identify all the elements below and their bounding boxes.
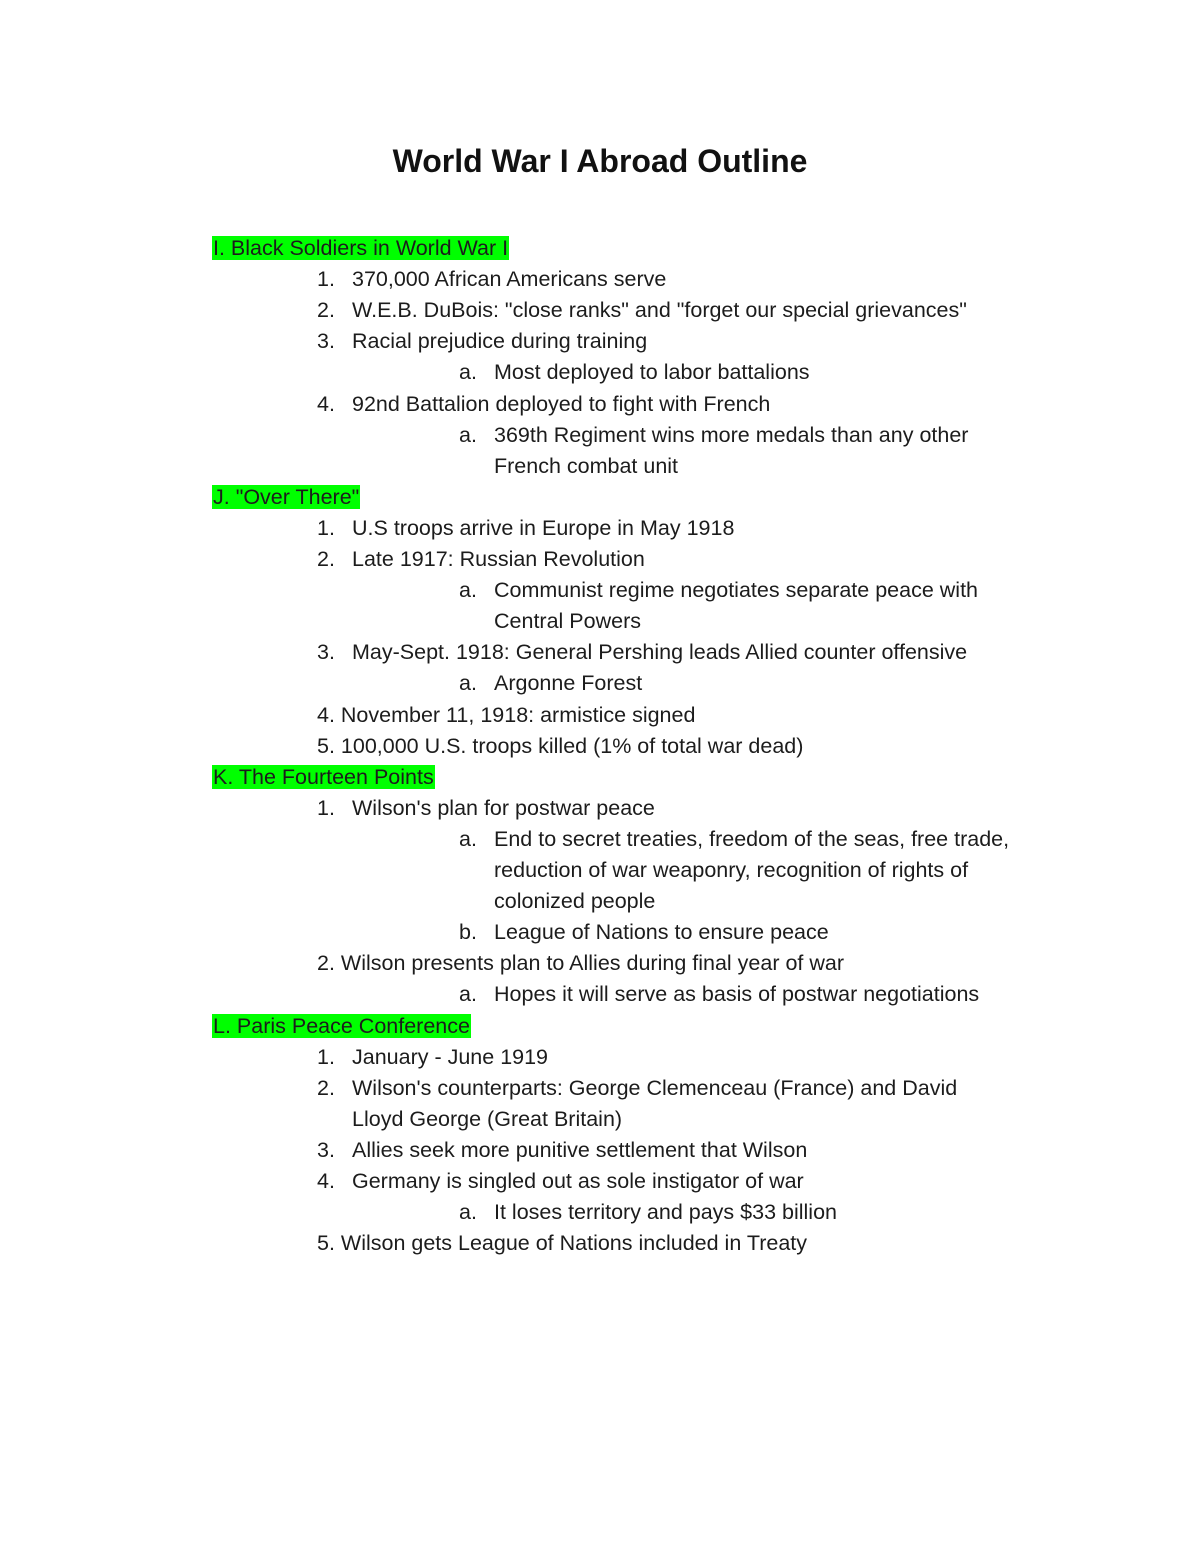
- outline-subitem-continuation: colonized people: [494, 889, 656, 914]
- outline-item: Allies seek more punitive settlement that Wilson: [352, 1137, 808, 1162]
- outline-subitem: Communist regime negotiates separate peace with: [494, 578, 979, 603]
- outline-subitem-continuation: reduction of war weaponry, recognition of rights of: [494, 858, 969, 882]
- outline-item: Wilson's counterparts: George Clemenceau (France) and David: [352, 1075, 958, 1100]
- outline-item-number: 4.: [317, 391, 335, 416]
- outline-item: W.E.B. DuBois: "close ranks" and "forget our special grievances": [352, 298, 967, 323]
- section-heading-highlight: I. Black Soldiers in World War I: [213, 236, 509, 260]
- section-heading-highlight: K. The Fourteen Points: [213, 764, 434, 789]
- outline-subitem-letter: a.: [459, 422, 477, 447]
- section-heading-highlight: L. Paris Peace Conference: [213, 1013, 470, 1038]
- outline-subitem-continuation: French combat unit: [494, 453, 679, 478]
- outline-subitem-letter: a.: [459, 982, 477, 1007]
- outline-item-number: 3.: [317, 1137, 335, 1162]
- outline-item-continuation: Lloyd George (Great Britain): [352, 1106, 623, 1131]
- outline-subitem: It loses territory and pays $33 billion: [494, 1200, 837, 1225]
- outline-item: 370,000 African Americans serve: [352, 267, 667, 292]
- outline-subitem: Hopes it will serve as basis of postwar negotiations: [494, 982, 980, 1007]
- outline-item-number: 1.: [317, 1044, 335, 1069]
- outline-subitem: 369th Regiment wins more medals than any other: [494, 422, 969, 447]
- outline-subitem-letter: a.: [459, 826, 477, 851]
- outline-item-number: 3.: [317, 329, 335, 354]
- section-heading-highlight: J. "Over There": [213, 484, 360, 509]
- outline-item: January - June 1919: [352, 1044, 549, 1069]
- outline-item-number: 2.: [317, 547, 335, 571]
- outline-subitem: Argonne Forest: [494, 671, 643, 696]
- outline-subitem-letter: a.: [459, 1200, 477, 1225]
- outline-item-number: 1.: [317, 795, 335, 820]
- outline-item-number: 3.: [317, 640, 335, 665]
- section-heading: [212, 1011, 471, 1042]
- outline-subitem: Most deployed to labor battalions: [494, 360, 810, 385]
- outline-subitem: League of Nations to ensure peace: [494, 920, 829, 945]
- outline-subitem-letter: a.: [459, 360, 477, 385]
- outline-item: Wilson's plan for postwar peace: [352, 795, 655, 820]
- document-title: World War I Abroad Outline: [392, 143, 808, 179]
- outline-item: Racial prejudice during training: [352, 329, 648, 354]
- outline-item: 5. Wilson gets League of Nations included in Treaty: [317, 1231, 808, 1256]
- outline-item-number: 2.: [317, 298, 335, 323]
- outline-item-number: 1.: [317, 515, 335, 540]
- outline-item-number: 2.: [317, 1075, 335, 1100]
- section-heading: [212, 762, 435, 793]
- section-heading: [212, 233, 509, 264]
- outline-subitem: End to secret treaties, freedom of the seas, free trade,: [494, 826, 1010, 851]
- outline-item: 5. 100,000 U.S. troops killed (1% of total war dead): [317, 733, 804, 758]
- outline-item: Late 1917: Russian Revolution: [352, 547, 645, 571]
- outline-subitem-letter: a.: [459, 671, 477, 696]
- outline-item: 92nd Battalion deployed to fight with French: [352, 391, 771, 416]
- outline-subitem-letter: a.: [459, 578, 477, 603]
- outline-item: 4. November 11, 1918: armistice signed: [317, 702, 696, 727]
- outline-item-number: 1.: [317, 267, 335, 292]
- outline-item: U.S troops arrive in Europe in May 1918: [352, 515, 735, 540]
- outline-item: Germany is singled out as sole instigator of war: [352, 1169, 804, 1193]
- outline-item: 2. Wilson presents plan to Allies during final year of war: [317, 951, 845, 976]
- outline-subitem-letter: b.: [459, 920, 477, 945]
- outline-item-number: 4.: [317, 1169, 335, 1193]
- outline-item: May-Sept. 1918: General Pershing leads Allied counter offensive: [352, 640, 968, 665]
- outline-subitem-continuation: Central Powers: [494, 609, 641, 634]
- section-heading: [212, 482, 360, 513]
